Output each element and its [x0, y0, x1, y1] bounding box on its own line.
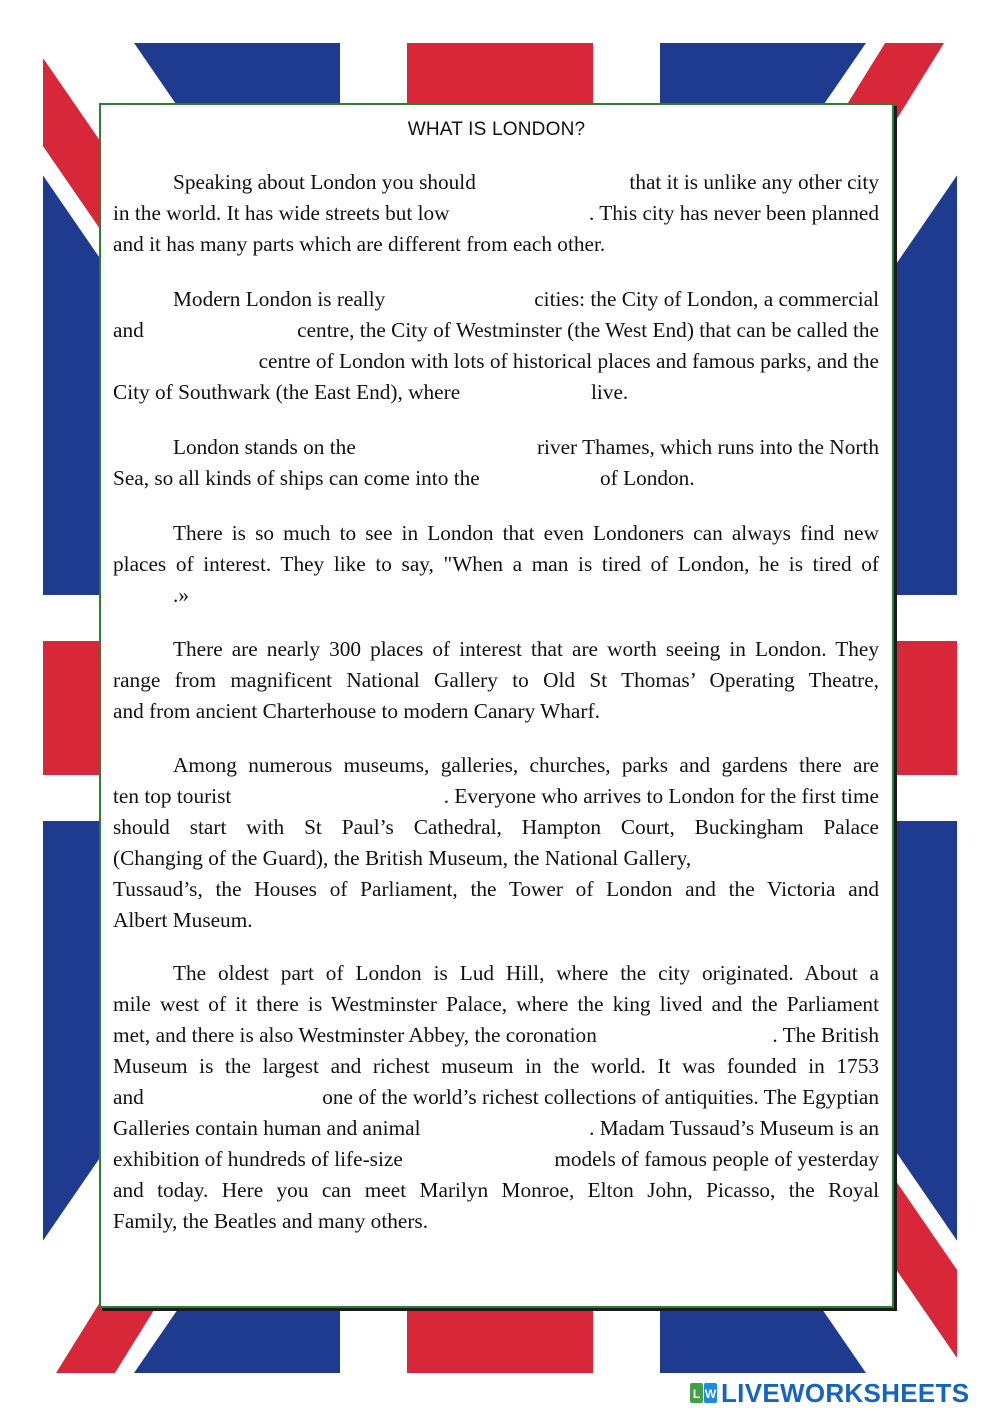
text-line: places of interest. They like to say, "When a man is tired of London, he is tired of: [113, 552, 879, 576]
text-segment: . Madam Tussaud’s Museum is an: [589, 1116, 879, 1140]
text-line: [113, 781, 879, 812]
text-line: and it has many parts which are different from each other.: [113, 232, 606, 256]
text-line: mile west of it there is Westminster Palace, where the king lived and the Parliament: [113, 992, 879, 1016]
text-segment: Galleries contain human and animal: [113, 1116, 421, 1140]
text-line: [113, 315, 879, 346]
worksheet-panel: [99, 103, 894, 1308]
text-line: [113, 1020, 879, 1051]
text-line: Tussaud’s, the Houses of Parliament, the Tower of London and the Victoria and: [113, 877, 879, 901]
text-line: and from ancient Charterhouse to modern Canary Wharf.: [113, 699, 600, 723]
text-segment: met, and there is also Westminster Abbey, the coronation: [113, 1023, 597, 1047]
text-segment: Sea, so all kinds of ships can come into the: [113, 466, 480, 490]
logo-letter-w: W: [704, 1387, 717, 1401]
text-segment: . Everyone who arrives to London for the first time: [443, 784, 879, 808]
text-segment: exhibition of hundreds of life-size: [113, 1147, 403, 1171]
text-line: [113, 1082, 879, 1113]
paragraph-5: [113, 634, 879, 727]
text-segment: live.: [591, 380, 629, 404]
text-line: should start with St Paul’s Cathedral, Hampton Court, Buckingham Palace: [113, 815, 879, 839]
liveworksheets-footer: [689, 1379, 969, 1407]
text-line: Among numerous museums, galleries, churches, parks and gardens there are: [173, 753, 879, 777]
text-segment: models of famous people of yesterday: [554, 1147, 879, 1171]
text-line: There are nearly 300 places of interest that are worth seeing in London. They: [173, 637, 879, 661]
text-segment: London stands on the: [173, 435, 356, 459]
paragraph-2: [113, 284, 879, 408]
text-segment: that it is unlike any other city: [629, 170, 879, 194]
text-segment: one of the world’s richest collections of antiquities. The Egyptian: [322, 1085, 879, 1109]
text-segment: river Thames, which runs into the North: [536, 435, 879, 459]
text-segment: . The British: [772, 1023, 879, 1047]
text-line: [113, 346, 879, 377]
worksheet-title: WHAT IS LONDON?: [407, 119, 586, 140]
liveworksheets-brand: LIVEWORKSHEETS: [721, 1377, 970, 1408]
text-segment: centre of London with lots of historical places and famous parks, and the: [258, 349, 879, 373]
paragraph-3: [113, 432, 879, 494]
text-segment: . This city has never been planned: [589, 201, 879, 225]
text-segment: City of Southwark (the East End), where: [113, 380, 461, 404]
text-segment: and: [113, 1085, 144, 1109]
paragraph-7: [113, 958, 879, 1237]
text-segment: cities: the City of London, a commercial: [534, 287, 879, 311]
text-segment: Speaking about London you should: [173, 170, 476, 194]
text-line: .»: [173, 583, 189, 607]
text-segment: and: [113, 318, 144, 342]
text-line: Albert Museum.: [113, 908, 253, 932]
text-line: (Changing of the Guard), the British Museum, the National Gallery,: [113, 846, 692, 870]
paragraph-1: [113, 167, 879, 260]
paragraph-4: [113, 518, 879, 611]
text-line: [113, 1144, 879, 1175]
text-line: There is so much to see in London that even Londoners can always find new: [173, 521, 879, 545]
text-segment: centre, the City of Westminster (the West End) that can be called the: [297, 318, 879, 342]
text-line: [113, 432, 879, 463]
paragraph-6: [113, 750, 879, 936]
text-line: [113, 1113, 879, 1144]
text-line: [113, 377, 879, 408]
text-line: range from magnificent National Gallery to Old St Thomas’ Operating Theatre,: [113, 668, 879, 692]
logo-letter-l: L: [692, 1387, 701, 1401]
text-segment: in the world. It has wide streets but low: [113, 201, 450, 225]
text-line: The oldest part of London is Lud Hill, where the city originated. About a: [173, 961, 879, 985]
text-line: [113, 284, 879, 315]
text-line: [113, 463, 879, 494]
text-line: and today. Here you can meet Marilyn Monroe, Elton John, Picasso, the Royal: [113, 1178, 879, 1202]
liveworksheets-logo-icon: [689, 1381, 719, 1405]
text-line: Museum is the largest and richest museum in the world. It was founded in 1753: [113, 1054, 879, 1078]
text-segment: Modern London is really: [173, 287, 386, 311]
text-line: Family, the Beatles and many others.: [113, 1209, 429, 1233]
text-segment: ten top tourist: [113, 784, 232, 808]
text-segment: of London.: [600, 466, 695, 490]
text-line: [113, 198, 879, 229]
text-line: [113, 167, 879, 198]
